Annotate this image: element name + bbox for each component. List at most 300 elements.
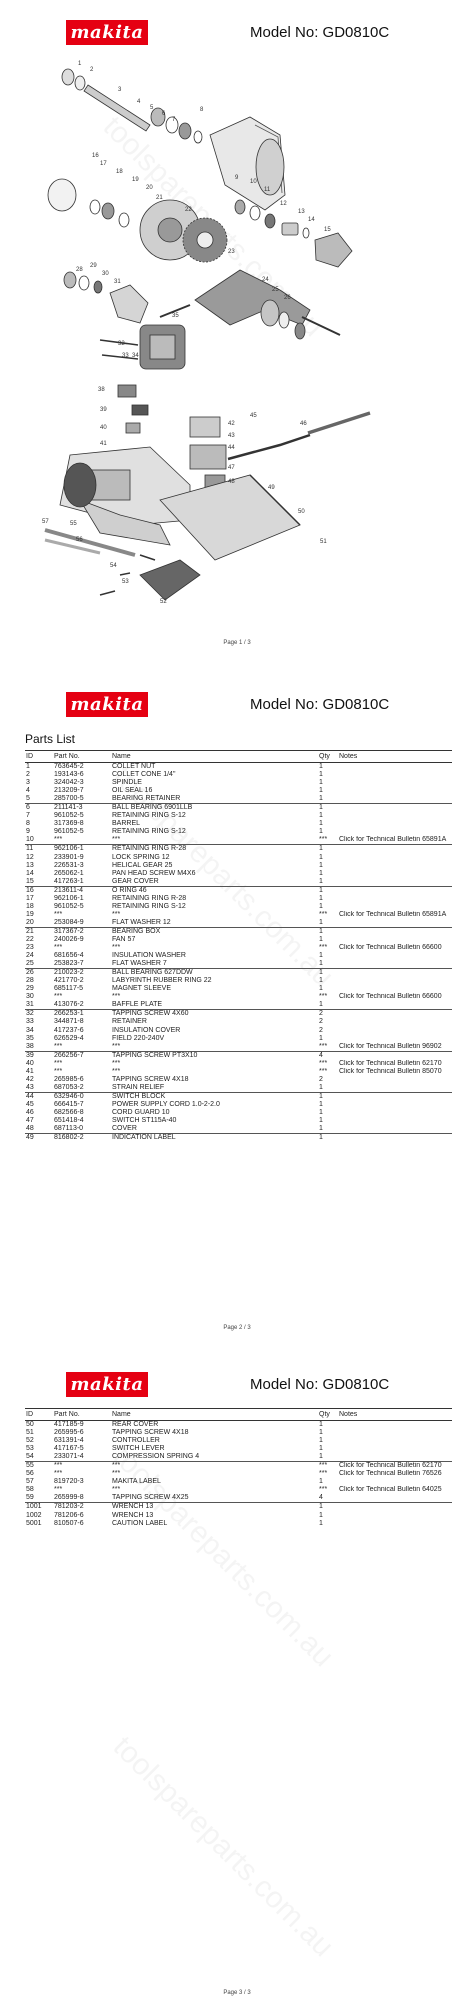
part-notes xyxy=(338,919,452,928)
page-3 xyxy=(0,1360,474,2011)
part-qty: 2 xyxy=(319,1010,323,1018)
part-number: 816802-2 xyxy=(54,1134,84,1142)
part-qty: 1 xyxy=(319,845,323,853)
part-id: 3 xyxy=(26,779,30,787)
table-header-row xyxy=(25,1409,452,1421)
part-id: 39 xyxy=(26,1051,34,1059)
part-notes[interactable]: Click for Technical Bulletin 96902 xyxy=(338,1043,452,1052)
part-notes xyxy=(338,1001,452,1010)
part-notes xyxy=(338,1109,452,1117)
part-notes xyxy=(338,779,452,787)
callout-number: 17 xyxy=(100,161,107,167)
table-row xyxy=(25,1076,452,1084)
callout-number: 45 xyxy=(250,413,257,419)
table-row xyxy=(25,1453,452,1462)
callout-number: 47 xyxy=(228,465,235,471)
part-number: 265985-6 xyxy=(54,1075,84,1083)
table-row xyxy=(25,1494,452,1503)
part-name: PAN HEAD SCREW M4X6 xyxy=(112,869,196,877)
part-number: 417263-1 xyxy=(53,878,111,887)
part-notes xyxy=(338,903,452,911)
col-id: ID xyxy=(25,1409,53,1421)
callout-number: 1 xyxy=(78,61,82,67)
callout-number: 46 xyxy=(300,421,307,427)
part-id: 13 xyxy=(26,861,34,869)
part-id: 10 xyxy=(25,836,53,845)
part-id: 59 xyxy=(25,1494,53,1503)
table-row xyxy=(25,1445,452,1453)
callout-number: 3 xyxy=(118,87,122,93)
table-row xyxy=(25,1001,452,1010)
part-qty: *** xyxy=(319,1486,328,1494)
part-qty: 4 xyxy=(319,1051,323,1059)
col-qty: Qty xyxy=(318,751,338,763)
part-name: STRAIN RELIEF xyxy=(111,1084,318,1093)
part-notes xyxy=(338,812,452,820)
part-id: 12 xyxy=(26,853,34,861)
part-id: 1001 xyxy=(26,1503,42,1511)
callout-number: 18 xyxy=(116,169,123,175)
part-notes xyxy=(338,1092,452,1101)
callout-number: 38 xyxy=(98,387,105,393)
part-qty: *** xyxy=(319,1470,328,1478)
part-notes[interactable]: Click for Technical Bulletin 62170 xyxy=(339,1059,442,1067)
table-row xyxy=(25,854,452,862)
table-row xyxy=(25,812,452,820)
table-row xyxy=(25,820,452,828)
part-number: 819720-3 xyxy=(54,1478,84,1486)
table-row xyxy=(25,1470,452,1478)
part-name: RETAINING RING S-12 xyxy=(112,812,186,820)
part-notes xyxy=(338,1125,452,1134)
makita-logo: makita xyxy=(66,692,148,717)
part-notes[interactable]: Click for Technical Bulletin 66600 xyxy=(339,944,442,952)
part-name: SWITCH ST115A-40 xyxy=(112,1117,177,1125)
part-name: *** xyxy=(112,993,121,1001)
part-id: 16 xyxy=(26,886,34,894)
part-notes xyxy=(338,787,452,795)
part-qty: 2 xyxy=(319,1018,323,1026)
part-number: 687113-0 xyxy=(53,1125,111,1134)
callout-number: 2 xyxy=(90,67,94,73)
part-notes xyxy=(338,795,452,804)
part-qty: 1 xyxy=(319,820,323,828)
callout-number: 10 xyxy=(250,179,257,185)
table-header-row xyxy=(25,751,452,763)
part-notes[interactable]: Click for Technical Bulletin 66600 xyxy=(339,993,442,1001)
part-number: 210023-2 xyxy=(54,969,84,977)
table-row xyxy=(25,1462,452,1471)
part-notes xyxy=(338,1076,452,1084)
part-name: *** xyxy=(112,910,121,918)
table-row xyxy=(25,845,452,854)
part-id: 23 xyxy=(26,944,34,952)
part-id: 30 xyxy=(26,993,34,1001)
part-number: *** xyxy=(54,1462,63,1470)
callout-number: 11 xyxy=(264,187,271,193)
part-name: TAPPING SCREW 4X25 xyxy=(111,1494,318,1503)
part-qty: 1 xyxy=(319,779,323,787)
part-name: SPINDLE xyxy=(112,779,142,787)
part-id: 41 xyxy=(26,1067,34,1075)
part-notes[interactable]: Click for Technical Bulletin 62170 xyxy=(339,1462,442,1470)
part-notes xyxy=(338,985,452,993)
col-part-no: Part No. xyxy=(53,1409,111,1421)
table-row xyxy=(25,1035,452,1043)
part-id: 52 xyxy=(26,1437,34,1445)
part-name: FIELD 220-240V xyxy=(112,1034,165,1042)
part-number: 781203-2 xyxy=(54,1503,84,1511)
table-row xyxy=(25,1101,452,1109)
part-name: O RING 46 xyxy=(112,886,147,894)
part-qty: 1 xyxy=(319,1511,323,1519)
part-name: RETAINER xyxy=(112,1018,147,1026)
table-row xyxy=(25,1429,452,1437)
part-qty: 1 xyxy=(319,1519,323,1527)
part-number: 317369-8 xyxy=(54,820,84,828)
part-id: 8 xyxy=(26,820,30,828)
part-id: 44 xyxy=(26,1092,34,1100)
part-notes xyxy=(338,969,452,978)
table-row xyxy=(25,763,452,772)
callout-number: 32 xyxy=(118,341,125,347)
part-name: INDICATION LABEL xyxy=(112,1134,176,1142)
part-name: INSULATION WASHER xyxy=(112,952,186,960)
part-number: *** xyxy=(53,836,111,845)
table-row xyxy=(25,1486,452,1494)
part-name: *** xyxy=(112,1059,121,1067)
part-id: 51 xyxy=(26,1429,34,1437)
part-number: 213209-7 xyxy=(54,787,84,795)
part-name: COVER xyxy=(111,1125,318,1134)
part-notes xyxy=(338,1010,452,1019)
part-qty: 1 xyxy=(318,919,338,928)
part-name: COLLET CONE 1/4" xyxy=(112,771,176,779)
part-number: 417185-9 xyxy=(54,1421,84,1429)
part-notes xyxy=(338,862,452,870)
page-footer: Page 3 / 3 xyxy=(223,1990,251,1996)
part-id: 29 xyxy=(26,985,34,993)
part-number: 961052-5 xyxy=(54,828,84,836)
part-qty: *** xyxy=(319,993,328,1001)
part-number: 681656-4 xyxy=(54,952,84,960)
part-number: 682566-8 xyxy=(54,1108,84,1116)
table-row xyxy=(25,1125,452,1134)
part-notes xyxy=(338,1035,452,1043)
part-id: 33 xyxy=(26,1018,34,1026)
part-id: 40 xyxy=(26,1059,34,1067)
table-row xyxy=(25,1437,452,1445)
part-qty: 1 xyxy=(318,1453,338,1462)
part-number: 344871-8 xyxy=(54,1018,84,1026)
part-qty: *** xyxy=(319,910,328,918)
part-number: 211141-3 xyxy=(54,804,83,812)
part-number: 233071-4 xyxy=(53,1453,111,1462)
part-name: BEARING RETAINER xyxy=(111,795,318,804)
part-notes xyxy=(338,1437,452,1445)
part-id: 49 xyxy=(26,1134,34,1142)
callout-number: 48 xyxy=(228,479,235,485)
table-row xyxy=(25,985,452,993)
table-row xyxy=(25,804,452,813)
callout-number: 14 xyxy=(308,217,315,223)
callout-number: 50 xyxy=(298,509,305,515)
parts-table xyxy=(25,1408,452,1528)
part-qty: *** xyxy=(319,1059,328,1067)
part-name: RETAINING RING R-28 xyxy=(112,894,187,902)
part-id: 24 xyxy=(26,952,34,960)
part-name: BEARING BOX xyxy=(112,927,161,935)
table-row xyxy=(25,993,452,1001)
model-title: Model No: GD0810C xyxy=(250,24,390,41)
part-number: 265999-8 xyxy=(53,1494,111,1503)
part-notes xyxy=(338,771,452,779)
part-name: REAR COVER xyxy=(112,1421,159,1429)
part-qty: 1 xyxy=(318,878,338,887)
part-name: BALL BEARING 627DDW xyxy=(112,969,193,977)
part-notes xyxy=(338,1134,452,1143)
part-name: FAN 57 xyxy=(112,936,136,943)
callout-number: 9 xyxy=(235,175,239,181)
part-id: 32 xyxy=(26,1010,34,1018)
model-title: Model No: GD0810C xyxy=(250,1376,390,1393)
callout-number: 20 xyxy=(146,185,153,191)
part-notes xyxy=(338,1027,452,1035)
page-1 xyxy=(0,0,474,680)
callout-number: 39 xyxy=(100,407,107,413)
part-qty: 1 xyxy=(319,902,323,910)
part-id: 11 xyxy=(26,845,34,853)
part-name: *** xyxy=(112,1067,121,1075)
callout-number: 34 xyxy=(132,353,139,359)
part-notes xyxy=(338,1117,452,1125)
part-qty: 1 xyxy=(319,1034,323,1042)
callout-number: 41 xyxy=(100,441,107,447)
col-notes: Notes xyxy=(338,751,452,763)
callout-number: 31 xyxy=(114,279,121,285)
part-name: CAUTION LABEL xyxy=(112,1519,168,1527)
table-row xyxy=(25,911,452,919)
callout-number: 25 xyxy=(272,287,279,293)
part-name: MAGNET SLEEVE xyxy=(112,985,172,993)
part-number: 632946-0 xyxy=(54,1092,84,1100)
part-name: WRENCH 13 xyxy=(112,1503,154,1511)
table-row xyxy=(25,1060,452,1068)
table-row xyxy=(25,952,452,960)
part-notes xyxy=(338,1494,452,1503)
part-number: 631391-4 xyxy=(54,1437,84,1445)
part-notes xyxy=(338,1445,452,1453)
callout-number: 35 xyxy=(172,313,179,319)
part-qty: 1 xyxy=(319,1503,323,1511)
part-id: 1 xyxy=(26,763,30,771)
model-title: Model No: GD0810C xyxy=(250,696,390,713)
part-qty: 1 xyxy=(319,1134,323,1142)
callout-number: 54 xyxy=(110,563,117,569)
callout-number: 4 xyxy=(137,99,141,105)
callout-number: 15 xyxy=(324,227,331,233)
part-notes xyxy=(338,952,452,960)
part-number: 413076-2 xyxy=(53,1001,111,1010)
table-row xyxy=(25,1092,452,1101)
part-notes[interactable]: Click for Technical Bulletin 65891A xyxy=(338,836,452,845)
part-name: *** xyxy=(112,1486,121,1494)
callout-number: 16 xyxy=(92,153,99,159)
callout-number: 19 xyxy=(132,177,139,183)
part-id: 58 xyxy=(26,1486,34,1494)
part-number: 666415-7 xyxy=(54,1100,84,1108)
part-id: 35 xyxy=(26,1034,34,1042)
callout-number: 6 xyxy=(162,111,166,117)
table-row xyxy=(25,1027,452,1035)
part-id: 20 xyxy=(25,919,53,928)
part-name: *** xyxy=(112,1470,121,1478)
part-qty: 1 xyxy=(319,1108,323,1116)
part-notes xyxy=(338,1084,452,1093)
part-qty: 1 xyxy=(319,828,323,836)
part-qty: *** xyxy=(318,836,338,845)
parts-list-title: Parts List xyxy=(25,732,76,746)
part-name: LABYRINTH RUBBER RING 22 xyxy=(112,977,212,985)
table-row xyxy=(25,1117,452,1125)
part-notes[interactable]: Click for Technical Bulletin 76526 xyxy=(339,1470,442,1478)
part-id: 53 xyxy=(26,1445,34,1453)
part-notes xyxy=(338,936,452,944)
part-number: 253823-7 xyxy=(53,960,111,969)
table-row xyxy=(25,1068,452,1076)
part-number: 961052-5 xyxy=(54,902,84,910)
part-notes xyxy=(338,828,452,836)
part-qty: 1 xyxy=(319,1445,323,1453)
part-number: 193143-6 xyxy=(54,771,84,779)
part-qty: 1 xyxy=(319,936,323,943)
table-row xyxy=(25,862,452,870)
part-id: 5001 xyxy=(26,1519,42,1527)
part-number: 226531-3 xyxy=(54,861,84,869)
part-number: 266256-7 xyxy=(54,1051,84,1059)
part-qty: 1 xyxy=(319,969,323,977)
part-number: 265995-6 xyxy=(54,1429,84,1437)
page-footer: Page 2 / 3 xyxy=(223,1325,251,1331)
part-id: 22 xyxy=(26,936,34,943)
part-name: OIL SEAL 16 xyxy=(112,787,153,795)
callout-number: 23 xyxy=(228,249,235,255)
part-id: 57 xyxy=(26,1478,34,1486)
part-number: *** xyxy=(54,1067,63,1075)
part-number: 810507-6 xyxy=(54,1519,84,1527)
part-qty: *** xyxy=(319,944,328,952)
table-row xyxy=(25,1043,452,1052)
part-notes[interactable]: Click for Technical Bulletin 85070 xyxy=(339,1067,442,1075)
table-row xyxy=(25,1421,452,1430)
part-id: 25 xyxy=(25,960,53,969)
part-id: 42 xyxy=(26,1075,34,1083)
part-qty: 2 xyxy=(319,1026,323,1034)
part-qty: 1 xyxy=(319,1092,323,1100)
table-row xyxy=(25,1051,452,1060)
part-qty: 1 xyxy=(319,787,323,795)
part-qty: *** xyxy=(319,1462,328,1470)
part-id: 47 xyxy=(26,1117,34,1125)
part-name: RETAINING RING S-12 xyxy=(112,902,186,910)
part-notes xyxy=(338,1051,452,1060)
table-row xyxy=(25,878,452,887)
table-row xyxy=(25,919,452,928)
part-qty: 1 xyxy=(319,869,323,877)
callout-number: 51 xyxy=(320,539,327,545)
part-notes xyxy=(338,878,452,887)
part-name: TAPPING SCREW 4X18 xyxy=(112,1429,189,1437)
part-qty: 1 xyxy=(319,804,323,812)
part-qty: 1 xyxy=(318,795,338,804)
part-name: *** xyxy=(111,836,318,845)
part-notes[interactable]: Click for Technical Bulletin 65891A xyxy=(339,910,447,918)
part-id: 21 xyxy=(26,927,34,935)
part-number: 651418-4 xyxy=(54,1117,84,1125)
part-notes[interactable]: Click for Technical Bulletin 64025 xyxy=(339,1486,442,1494)
part-id: 15 xyxy=(25,878,53,887)
part-number: *** xyxy=(54,1486,63,1494)
callout-number: 40 xyxy=(100,425,107,431)
part-qty: 4 xyxy=(318,1494,338,1503)
callout-number: 49 xyxy=(268,485,275,491)
table-row xyxy=(25,895,452,903)
part-notes xyxy=(338,854,452,862)
part-id: 19 xyxy=(26,910,34,918)
table-row xyxy=(25,795,452,804)
part-name: *** xyxy=(111,1043,318,1052)
part-qty: 1 xyxy=(319,861,323,869)
part-notes xyxy=(338,804,452,813)
part-number: 962106-1 xyxy=(54,845,84,853)
part-notes xyxy=(338,895,452,903)
part-notes xyxy=(338,977,452,985)
col-name: Name xyxy=(111,1409,318,1421)
part-name: POWER SUPPLY CORD 1.0-2-2.0 xyxy=(112,1100,220,1108)
part-id: 46 xyxy=(26,1108,34,1116)
table-row xyxy=(25,1512,452,1520)
part-name: BARREL xyxy=(112,820,141,828)
table-row xyxy=(25,1018,452,1026)
part-number: 417237-6 xyxy=(54,1026,84,1034)
part-id: 45 xyxy=(26,1100,34,1108)
part-notes xyxy=(338,1453,452,1462)
col-name: Name xyxy=(111,751,318,763)
watermark xyxy=(106,1730,340,1964)
part-qty: 1 xyxy=(319,1100,323,1108)
part-id: 31 xyxy=(25,1001,53,1010)
part-id: 55 xyxy=(26,1462,34,1470)
callout-number: 26 xyxy=(284,295,291,301)
part-qty: *** xyxy=(319,1067,328,1075)
col-qty: Qty xyxy=(318,1409,338,1421)
table-row xyxy=(25,903,452,911)
table-row xyxy=(25,1503,452,1512)
callout-number: 7 xyxy=(172,117,176,123)
table-row xyxy=(25,1134,452,1143)
part-qty: 1 xyxy=(319,952,323,960)
part-number: 421770-2 xyxy=(54,977,84,985)
part-number: 626529-4 xyxy=(54,1034,84,1042)
part-name: CORD GUARD 10 xyxy=(112,1108,170,1116)
part-qty: 1 xyxy=(319,1429,323,1437)
part-notes xyxy=(338,960,452,969)
part-qty: 1 xyxy=(319,1478,323,1486)
part-name: INSULATION COVER xyxy=(112,1026,181,1034)
part-qty: 1 xyxy=(318,1084,338,1093)
part-number: *** xyxy=(53,1043,111,1052)
part-number: 962106-1 xyxy=(54,894,84,902)
